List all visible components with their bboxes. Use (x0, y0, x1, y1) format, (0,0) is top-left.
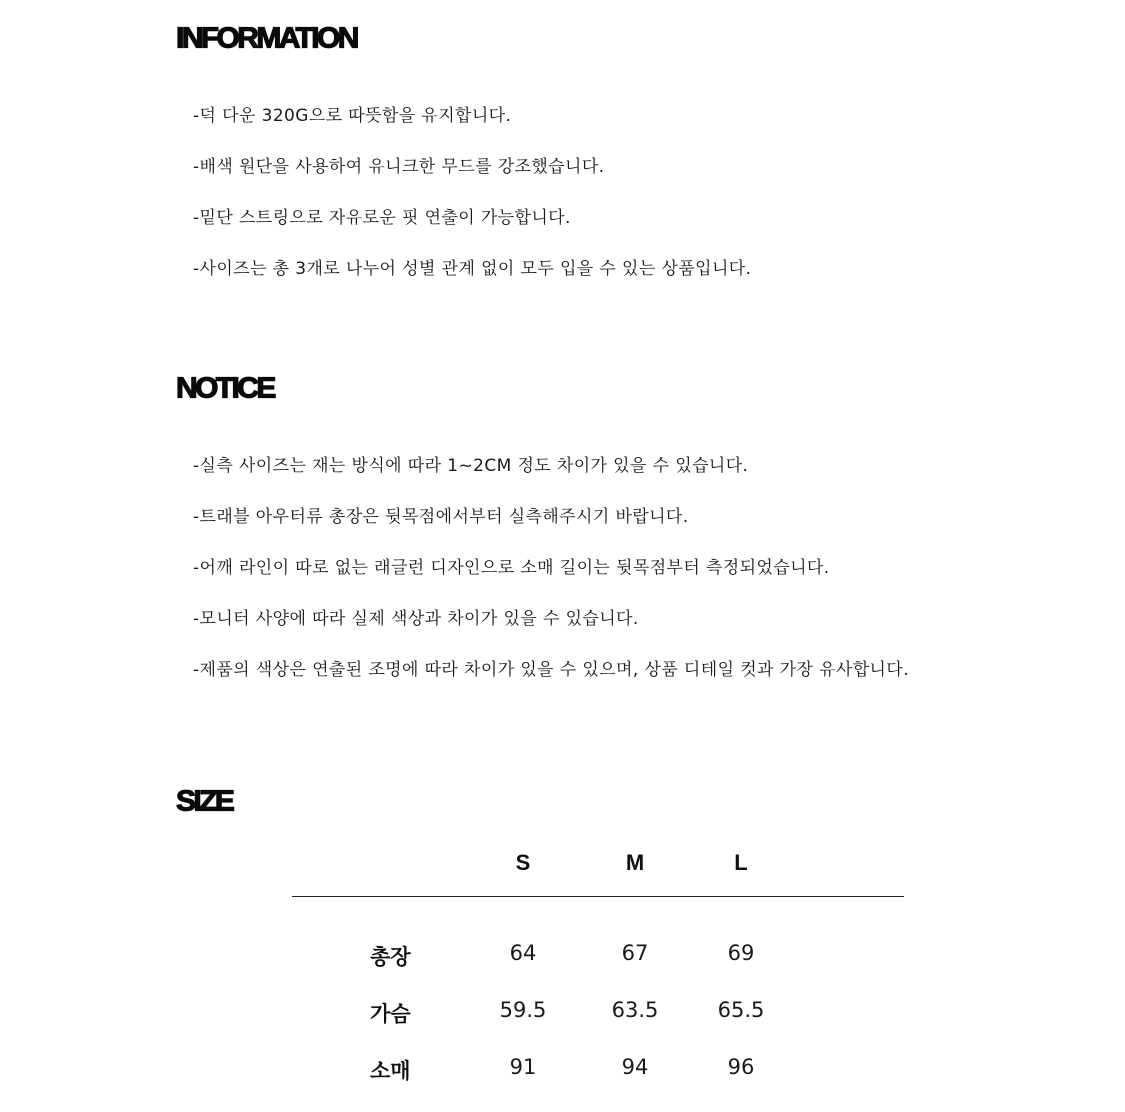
information-title: INFORMATION (176, 22, 357, 55)
information-item: -밑단 스트링으로 자유로운 핏 연출이 가능합니다. (193, 208, 571, 228)
size-column-header: M (625, 850, 645, 875)
notice-list (193, 456, 909, 711)
table-cell: 91 (509, 1055, 537, 1079)
table-cell: 96 (727, 1055, 755, 1079)
table-cell: 94 (621, 1055, 649, 1079)
notice-item: -제품의 색상은 연출된 조명에 따라 차이가 있을 수 있으며, 상품 디테일 컷과 가장 유사합니다. (193, 660, 910, 680)
size-table-spacer (292, 897, 904, 941)
row-label: 가슴 (370, 1002, 411, 1026)
notice-title: NOTICE (176, 372, 274, 405)
information-item: -배색 원단을 사용하여 유니크한 무드를 강조했습니다. (193, 157, 605, 177)
size-title: SIZE (176, 785, 233, 818)
table-cell: 67 (621, 941, 649, 965)
notice-item: -어깨 라인이 따로 없는 래글런 디자인으로 소매 길이는 뒷목점부터 측정되었습니다. (193, 558, 830, 578)
table-cell: 65.5 (717, 998, 765, 1022)
row-label: 소매 (370, 1059, 411, 1083)
information-list (193, 106, 751, 310)
table-row (292, 1055, 904, 1112)
table-cell: 59.5 (499, 998, 547, 1022)
notice-item: -실측 사이즈는 재는 방식에 따라 1~2CM 정도 차이가 있을 수 있습니다. (193, 456, 749, 476)
table-cell: 63.5 (611, 998, 659, 1022)
table-row (292, 941, 904, 998)
size-column-header: L (734, 850, 748, 875)
size-table (292, 845, 904, 1112)
row-label: 총장 (370, 945, 411, 969)
information-item: -덕 다운 320G으로 따뜻함을 유지합니다. (193, 106, 512, 126)
size-table-header (292, 845, 904, 897)
table-cell: 64 (509, 941, 537, 965)
notice-item: -트래블 아우터류 총장은 뒷목점에서부터 실측해주시기 바랍니다. (193, 507, 689, 527)
size-column-header: S (515, 850, 531, 875)
information-item: -사이즈는 총 3개로 나누어 성별 관계 없이 모두 입을 수 있는 상품입니다. (193, 259, 752, 279)
table-cell: 69 (727, 941, 755, 965)
table-row (292, 998, 904, 1055)
notice-item: -모니터 사양에 따라 실제 색상과 차이가 있을 수 있습니다. (193, 609, 639, 629)
